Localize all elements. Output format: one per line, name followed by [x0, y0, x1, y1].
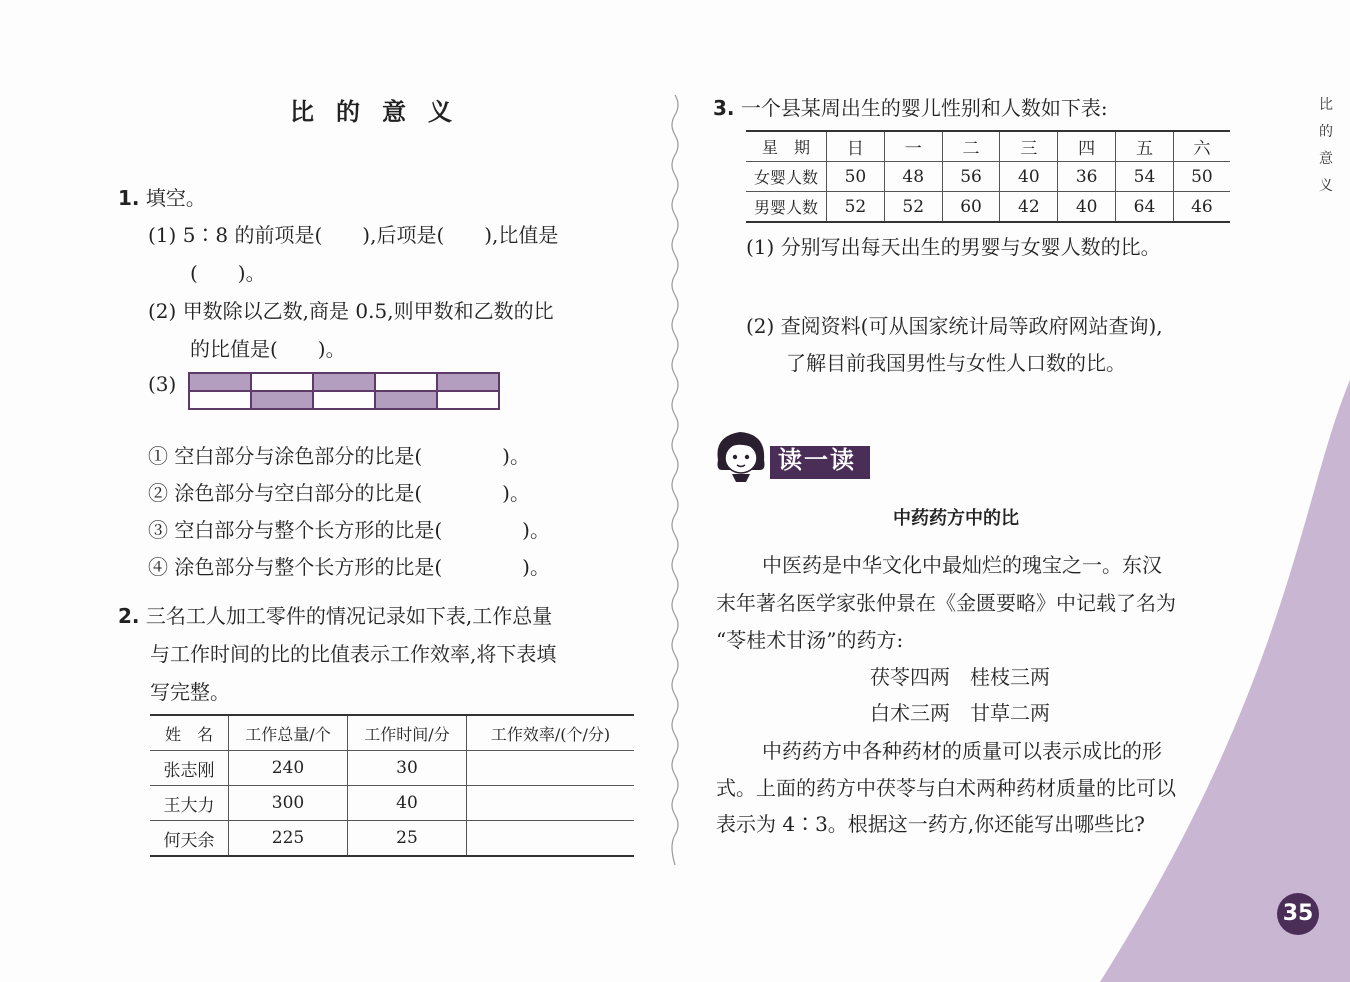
answer-cell[interactable] [467, 821, 635, 857]
table-cell: 52 [884, 192, 942, 223]
q3-sub2-line1: (2) 查阅资料(可从国家统计局等政府网站查询), [746, 314, 1163, 338]
q2-line1 [118, 600, 552, 629]
table-cell: 男婴人数 [746, 192, 827, 223]
read-para-line1: 中医药是中华文化中最灿烂的瑰宝之一。东汉 [762, 553, 1162, 577]
q1-number: 1. [118, 186, 140, 210]
table-header-cell: 工作时间/分 [348, 715, 467, 751]
shaded-cell [375, 391, 437, 409]
table-cell: 64 [1116, 192, 1174, 223]
q3-sub1: (1) 分别写出每天出生的男婴与女婴人数的比。 [746, 235, 1161, 259]
q1-head-text: 填空。 [145, 186, 206, 210]
table-header-cell: 六 [1173, 131, 1230, 162]
side-char: 比 [1319, 97, 1333, 113]
recipe-line1: 茯苓四两 桂枝三两 [870, 665, 1050, 689]
table-cell: 54 [1116, 162, 1174, 192]
shaded-rectangle-figure [188, 372, 500, 410]
read-section-badge [770, 446, 870, 479]
page-number: 35 [1277, 893, 1319, 935]
q1-heading [118, 182, 206, 211]
read-para-line4: 中药药方中各种药材的质量可以表示成比的形 [762, 739, 1162, 763]
table-cell: 张志刚 [150, 751, 229, 786]
q2-number: 2. [118, 604, 140, 628]
shaded-cell [189, 373, 251, 391]
table-cell: 240 [229, 751, 348, 786]
table-cell: 36 [1058, 162, 1116, 192]
table-cell: 25 [348, 821, 467, 857]
table-cell: 王大力 [150, 786, 229, 821]
worker-efficiency-table [150, 714, 634, 857]
table-row [150, 786, 634, 821]
q1-part3-label: (3) [148, 372, 177, 396]
read-title: 中药药方中的比 [893, 508, 1019, 529]
table-row [746, 162, 1230, 192]
answer-cell[interactable] [467, 751, 635, 786]
read-para-line6: 表示为 4∶3。根据这一药方,你还能写出哪些比? [716, 812, 1145, 836]
table-cell: 40 [1058, 192, 1116, 223]
table-cell: 52 [827, 192, 885, 223]
table-header-cell: 二 [942, 131, 1000, 162]
blank-cell [251, 373, 313, 391]
q3-sub2-line2: 了解目前我国男性与女性人口数的比。 [786, 351, 1126, 375]
table-header-cell: 工作总量/个 [229, 715, 348, 751]
side-char: 的 [1319, 124, 1333, 140]
shaded-cell [313, 373, 375, 391]
table-header-cell: 一 [884, 131, 942, 162]
table-cell: 42 [1000, 192, 1058, 223]
birth-gender-table [746, 130, 1230, 223]
table-row [150, 821, 634, 857]
read-para-line5: 式。上面的药方中茯苓与白术两种药材质量的比可以 [716, 776, 1176, 800]
q1-part2-line2: 的比值是( )。 [190, 337, 346, 361]
q3-number: 3. [713, 96, 735, 120]
blank-cell [437, 391, 499, 409]
q2-line3: 写完整。 [150, 680, 230, 704]
table-row [150, 751, 634, 786]
side-char: 义 [1319, 178, 1333, 194]
side-char: 意 [1319, 151, 1333, 167]
girl-face-icon [710, 426, 772, 484]
q3-head-text: 一个县某周出生的婴儿性别和人数如下表: [740, 96, 1108, 120]
table-header-cell: 星 期 [746, 131, 827, 162]
blank-cell [313, 391, 375, 409]
read-badge-label: 读一读 [778, 445, 856, 474]
q1-part1-line2: ( )。 [190, 261, 266, 285]
table-header-cell: 三 [1000, 131, 1058, 162]
page-title: 比的意义 [290, 97, 474, 126]
shaded-cell [251, 391, 313, 409]
answer-cell[interactable] [467, 786, 635, 821]
q1-part2-line1: (2) 甲数除以乙数,商是 0.5,则甲数和乙数的比 [148, 299, 554, 323]
table-cell: 女婴人数 [746, 162, 827, 192]
table-header-row [746, 131, 1230, 162]
q2-text-1: 三名工人加工零件的情况记录如下表,工作总量 [145, 604, 553, 628]
q1-choice-2: ② 涂色部分与空白部分的比是( )。 [148, 481, 530, 505]
table-cell: 30 [348, 751, 467, 786]
table-cell: 50 [1173, 162, 1230, 192]
q2-line2: 与工作时间的比的比值表示工作效率,将下表填 [150, 642, 557, 666]
read-para-line3: “苓桂术甘汤”的药方: [716, 628, 904, 652]
blank-cell [189, 391, 251, 409]
side-label [1314, 92, 1338, 200]
table-cell: 225 [229, 821, 348, 857]
shaded-cell [437, 373, 499, 391]
q1-choice-3: ③ 空白部分与整个长方形的比是( )。 [148, 518, 550, 542]
table-cell: 46 [1173, 192, 1230, 223]
table-header-cell: 五 [1116, 131, 1174, 162]
table-cell: 40 [348, 786, 467, 821]
blank-cell [375, 373, 437, 391]
table-cell: 60 [942, 192, 1000, 223]
table-cell: 56 [942, 162, 1000, 192]
table-header-cell: 日 [827, 131, 885, 162]
table-header-cell: 工作效率/(个/分) [467, 715, 635, 751]
table-cell: 300 [229, 786, 348, 821]
table-cell: 何天余 [150, 821, 229, 857]
table-row [746, 192, 1230, 223]
table-header-row [150, 715, 634, 751]
read-para-line2: 末年著名医学家张仲景在《金匮要略》中记载了名为 [716, 591, 1176, 615]
table-cell: 50 [827, 162, 885, 192]
table-cell: 40 [1000, 162, 1058, 192]
recipe-line2: 白术三两 甘草二两 [870, 701, 1050, 725]
table-header-cell: 姓 名 [150, 715, 229, 751]
q1-part1-line1: (1) 5∶8 的前项是( ),后项是( ),比值是 [148, 223, 559, 247]
table-header-cell: 四 [1058, 131, 1116, 162]
q1-choice-1: ① 空白部分与涂色部分的比是( )。 [148, 444, 530, 468]
decorative-corner-curve [1100, 380, 1350, 982]
q3-heading [713, 92, 1108, 121]
table-cell: 48 [884, 162, 942, 192]
page-fold-divider [666, 95, 684, 865]
q1-choice-4: ④ 涂色部分与整个长方形的比是( )。 [148, 555, 550, 579]
